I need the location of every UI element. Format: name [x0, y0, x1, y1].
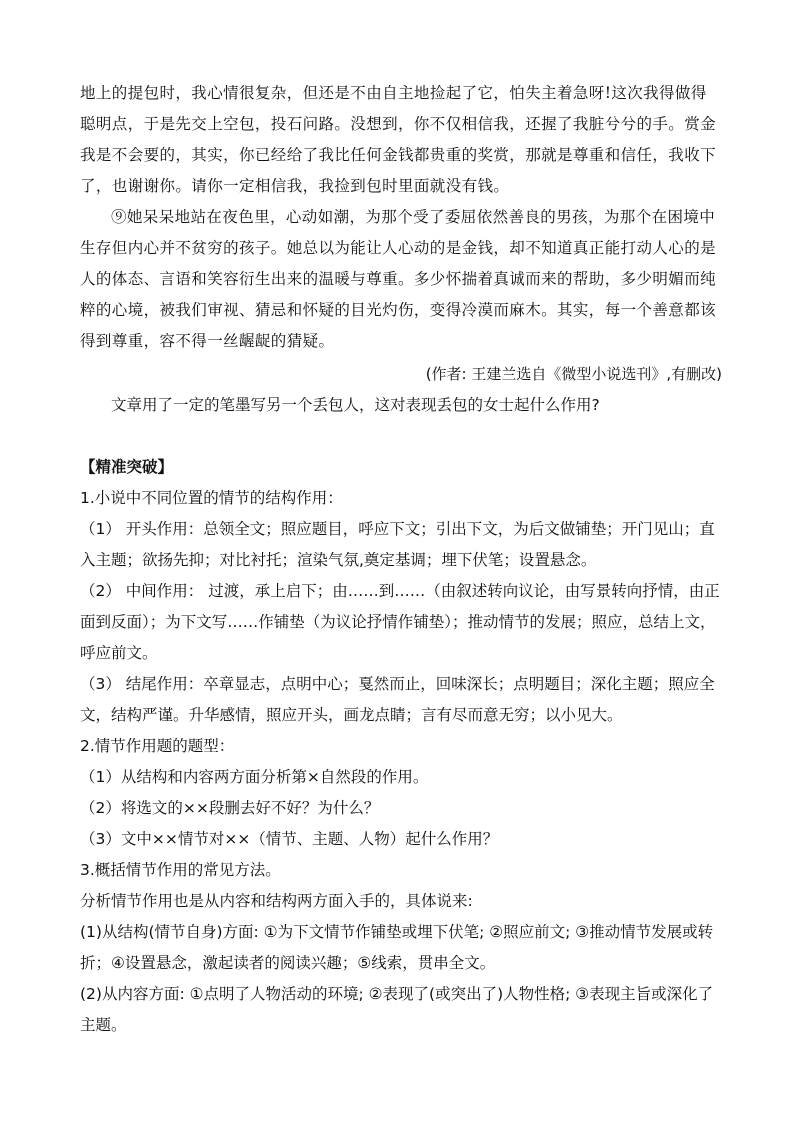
section-gap [80, 421, 722, 452]
section-line-11: (1)从结构(情节自身)方面: ①为下文情节作铺垫或埋下伏笔; ②照应前文; ③推动情节发展或转折；④设置悬念，激起读者的阅读兴趣；⑤线索，贯串全文。 [80, 923, 714, 972]
passage-source: (作者: 王建兰选自《微型小说选刊》,有删改) [425, 365, 722, 383]
section-line-10: 分析情节作用也是从内容和结构两方面入手的，具体说来: [80, 892, 473, 910]
section-line-2: （1） 开头作用：总领全文；照应题目，呼应下文；引出下文，为后文做铺垫；开门见山；直入主题；欲扬先抑；对比衬托；渲染气氛,奠定基调；埋下伏笔；设置悬念。 [80, 520, 715, 569]
section-line-3: （2） 中间作用： 过渡，承上启下；由……到……（由叙述转向议论，由写景转向抒情，由正面到反面）；为下文写……作铺垫（为议论抒情作铺垫）；推动情节的发展；照应，总结上文，呼应前文。 [80, 582, 720, 662]
section-line-8: （3）文中××情节对××（情节、主题、人物）起什么作用？ [80, 830, 499, 848]
passage-paragraph-1: 地上的提包时，我心情很复杂，但还是不由自主地捡起了它，怕失主着急呀!这次我得做得聪明点，于是先交上空包，投石问路。没想到，你不仅相信我，还握了我脏兮兮的手。赏金我是不会要的，其实，你已经给了我比任何金钱都贵重的奖赏，那就是尊重和信任，我收下了，也谢谢你。请你一定相信我，我捡到包时里面就没有钱。 [80, 84, 717, 195]
section-line-1: 1.小说中不同位置的情节的结构作用： [80, 489, 343, 507]
section-line-4: （3） 结尾作用：卒章显志，点明中心；戛然而止，回味深长；点明题目；深化主题；照应全文，结构严谨。升华感情，照应开头，画龙点睛；言有尽而意无穷；以小见大。 [80, 675, 715, 724]
section-heading: 【精准突破】 [80, 458, 174, 476]
question-text: 文章用了一定的笔墨写另一个丢包人，这对表现丢包的女士起什么作用? [111, 396, 600, 414]
section-line-6: （1）从结构和内容两方面分析第×自然段的作用。 [80, 768, 429, 786]
document-page [80, 78, 722, 1041]
section-line-5: 2.情节作用题的题型： [80, 737, 235, 755]
section-line-9: 3.概括情节作用的常见方法。 [80, 861, 281, 879]
section-line-12: (2)从内容方面: ①点明了人物活动的环境; ②表现了(或突出了)人物性格; ③表现主旨或深化了主题。 [80, 985, 714, 1034]
section-line-7: （2）将选文的××段删去好不好？为什么？ [80, 799, 380, 817]
passage-paragraph-2: ⑨她呆呆地站在夜色里，心动如潮，为那个受了委屈依然善良的男孩，为那个在困境中生存但内心并不贫穷的孩子。她总以为能让人心动的是金钱，却不知道真正能打动人心的是人的体态、言语和笑容衍生出来的温暖与尊重。多少怀揣着真诚而来的帮助，多少明媚而纯粹的心境，被我们审视、猜忌和怀疑的目光灼伤，变得冷漠而麻木。其实，每一个善意都该得到尊重，容不得一丝龌龊的猜疑。 [80, 208, 717, 350]
